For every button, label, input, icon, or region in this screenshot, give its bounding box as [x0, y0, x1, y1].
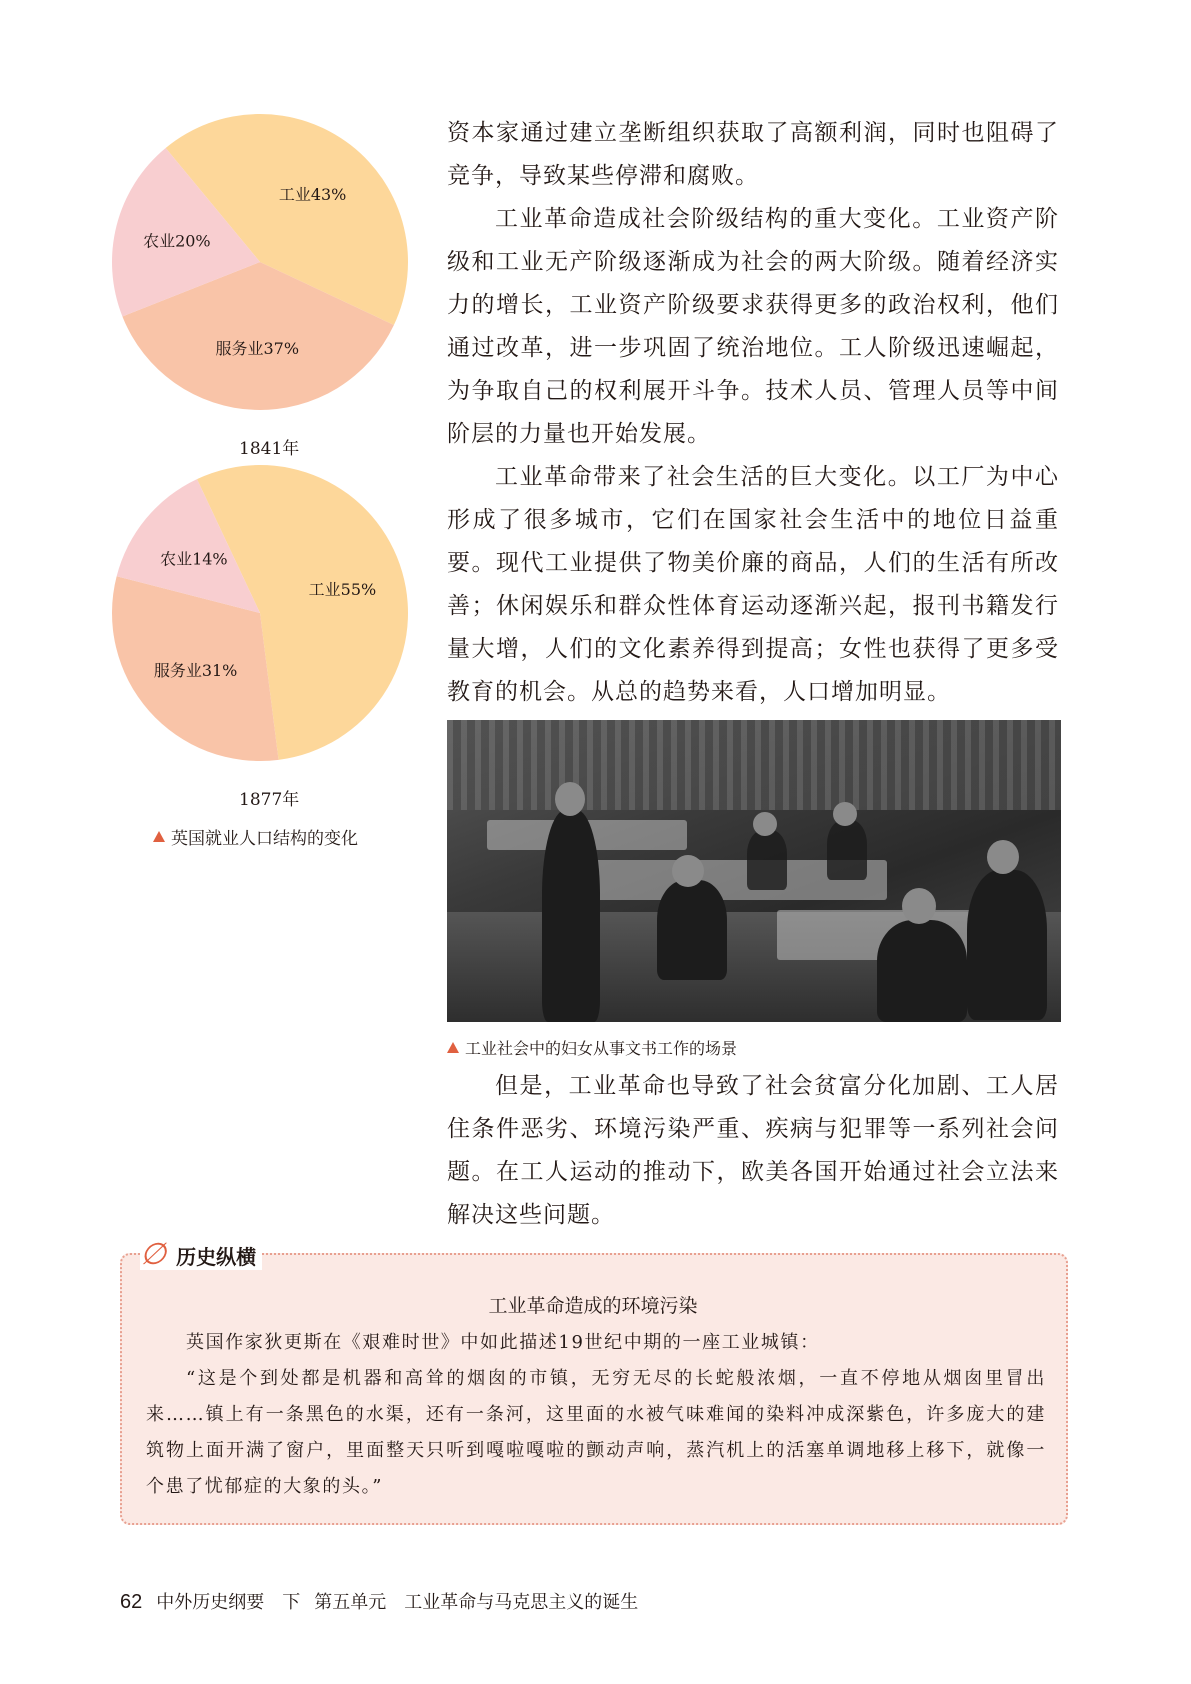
body-text-top [447, 112, 1059, 714]
sidebar-title: 工业革命造成的环境污染 [488, 1295, 698, 1317]
pie-label-农业: 农业14% [160, 549, 228, 569]
paragraph-4: 但是，工业革命也导致了社会贫富分化加剧、工人居住条件恶劣、环境污染严重、疾病与犯罪等一系列社会问题。在工人运动的推动下，欧美各国开始通过社会立法来解决这些问题。 [447, 1073, 1059, 1228]
page-footer [120, 1588, 638, 1614]
sidebar-header [140, 1237, 262, 1272]
paragraph-3: 工业革命带来了社会生活的巨大变化。以工厂为中心形成了很多城市，它们在国家社会生活中的地位日益重要。现代工业提供了物美价廉的商品，人们的生活有所改善；休闲娱乐和群众性体育运动逐渐兴起，报刊书籍发行量大增，人们的文化素养得到提高；女性也获得了更多受教育的机会。从总的趋势来看，人口增加明显。 [447, 464, 1059, 705]
caption-triangle-icon [153, 831, 165, 842]
pie-chart-1877 [110, 463, 410, 763]
pie-label-服务业: 服务业31% [153, 660, 238, 680]
sidebar-intro: 英国作家狄更斯在《艰难时世》中如此描述19世纪中期的一座工业城镇： [186, 1332, 820, 1353]
caption-triangle-icon [447, 1042, 459, 1053]
sidebar-label: 历史纵横 [176, 1244, 257, 1269]
sidebar-quote: “这是个到处都是机器和高耸的烟囱的市镇，无穷无尽的长蛇般浓烟，一直不停地从烟囱里冒出来……镇上有一条黑色的水渠，还有一条河，这里面的水被气味难闻的染料冲成深紫色，许多庞大的建筑物上面开满了窗户，里面整天只听到嘎啦嘎啦的颤动声响，蒸汽机上的活塞单调地移上移下，就像一个患了忧郁症的大象的头。” [146, 1368, 1046, 1497]
pie-1841-svg [110, 112, 410, 412]
photo-caption-text: 工业社会中的妇女从事文书工作的场景 [465, 1039, 738, 1058]
sidebar-text [146, 1325, 1046, 1505]
pie-label-服务业: 服务业37% [215, 338, 300, 358]
footer-book: 中外历史纲要 下 [156, 1592, 301, 1613]
pie-figure-caption [153, 824, 358, 849]
pie-1841-title: 1841年 [239, 439, 300, 459]
pie-figure-caption-text: 英国就业人口结构的变化 [171, 829, 358, 849]
pie-label-农业: 农业20% [143, 231, 211, 251]
page-number: 62 [120, 1591, 143, 1613]
photo-caption [447, 1036, 737, 1059]
pie-1877-svg [110, 463, 410, 763]
history-logo-icon: ∅ [140, 1237, 167, 1272]
body-text-bottom [447, 1065, 1059, 1237]
pie-1877-title: 1877年 [239, 790, 300, 810]
office-photo [447, 720, 1061, 1022]
pie-label-工业: 工业43% [278, 185, 347, 205]
paragraph-2: 工业革命造成社会阶级结构的重大变化。工业资产阶级和工业无产阶级逐渐成为社会的两大阶级。随着经济实力的增长，工业资产阶级要求获得更多的政治权利，他们通过改革，进一步巩固了统治地位。工人阶级迅速崛起，为争取自己的权利展开斗争。技术人员、管理人员等中间阶层的力量也开始发展。 [447, 206, 1059, 447]
pie-chart-1841 [110, 112, 410, 412]
footer-unit: 第五单元 工业革命与马克思主义的诞生 [314, 1592, 639, 1613]
pie-label-工业: 工业55% [308, 580, 377, 600]
paragraph-1: 资本家通过建立垄断组织获取了高额利润，同时也阻碍了竞争，导致某些停滞和腐败。 [447, 120, 1059, 189]
